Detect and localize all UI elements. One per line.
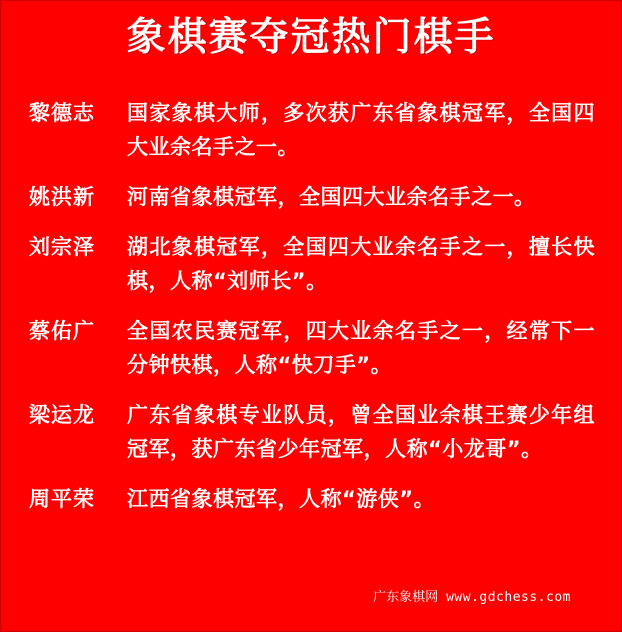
site-url: www.gdchess.com (446, 590, 571, 605)
player-list (1, 96, 621, 516)
footer-watermark (373, 586, 571, 605)
player-description: 江西省象棋冠军，人称“游侠”。 (127, 486, 436, 511)
player-description: 全国农民赛冠军，四大业余名手之一，经常下一分钟快棋，人称“快刀手”。 (127, 318, 595, 377)
player-name: 姚洪新 (29, 184, 95, 209)
player-description: 河南省象棋冠军，全国四大业余名手之一。 (127, 184, 536, 209)
player-description: 湖北象棋冠军，全国四大业余名手之一，擅长快棋，人称“刘师长”。 (127, 234, 595, 293)
list-item (29, 230, 595, 298)
player-name: 刘宗泽 (29, 234, 95, 259)
player-description: 广东省象棋专业队员，曾全国业余棋王赛少年组冠军，获广东省少年冠军，人称“小龙哥”。 (127, 402, 595, 461)
player-description: 国家象棋大师，多次获广东省象棋冠军，全国四大业余名手之一。 (127, 100, 595, 159)
page-title: 象棋赛夺冠热门棋手 (126, 15, 496, 60)
list-item (29, 180, 595, 214)
player-name: 蔡佑广 (29, 318, 95, 343)
site-name: 广东象棋网 (373, 590, 439, 605)
player-name: 周平荣 (29, 486, 95, 511)
list-item (29, 314, 595, 382)
list-item (29, 398, 595, 466)
list-item (29, 482, 595, 516)
list-item (29, 96, 595, 164)
player-name: 梁运龙 (29, 402, 95, 427)
player-name: 黎德志 (29, 100, 95, 125)
